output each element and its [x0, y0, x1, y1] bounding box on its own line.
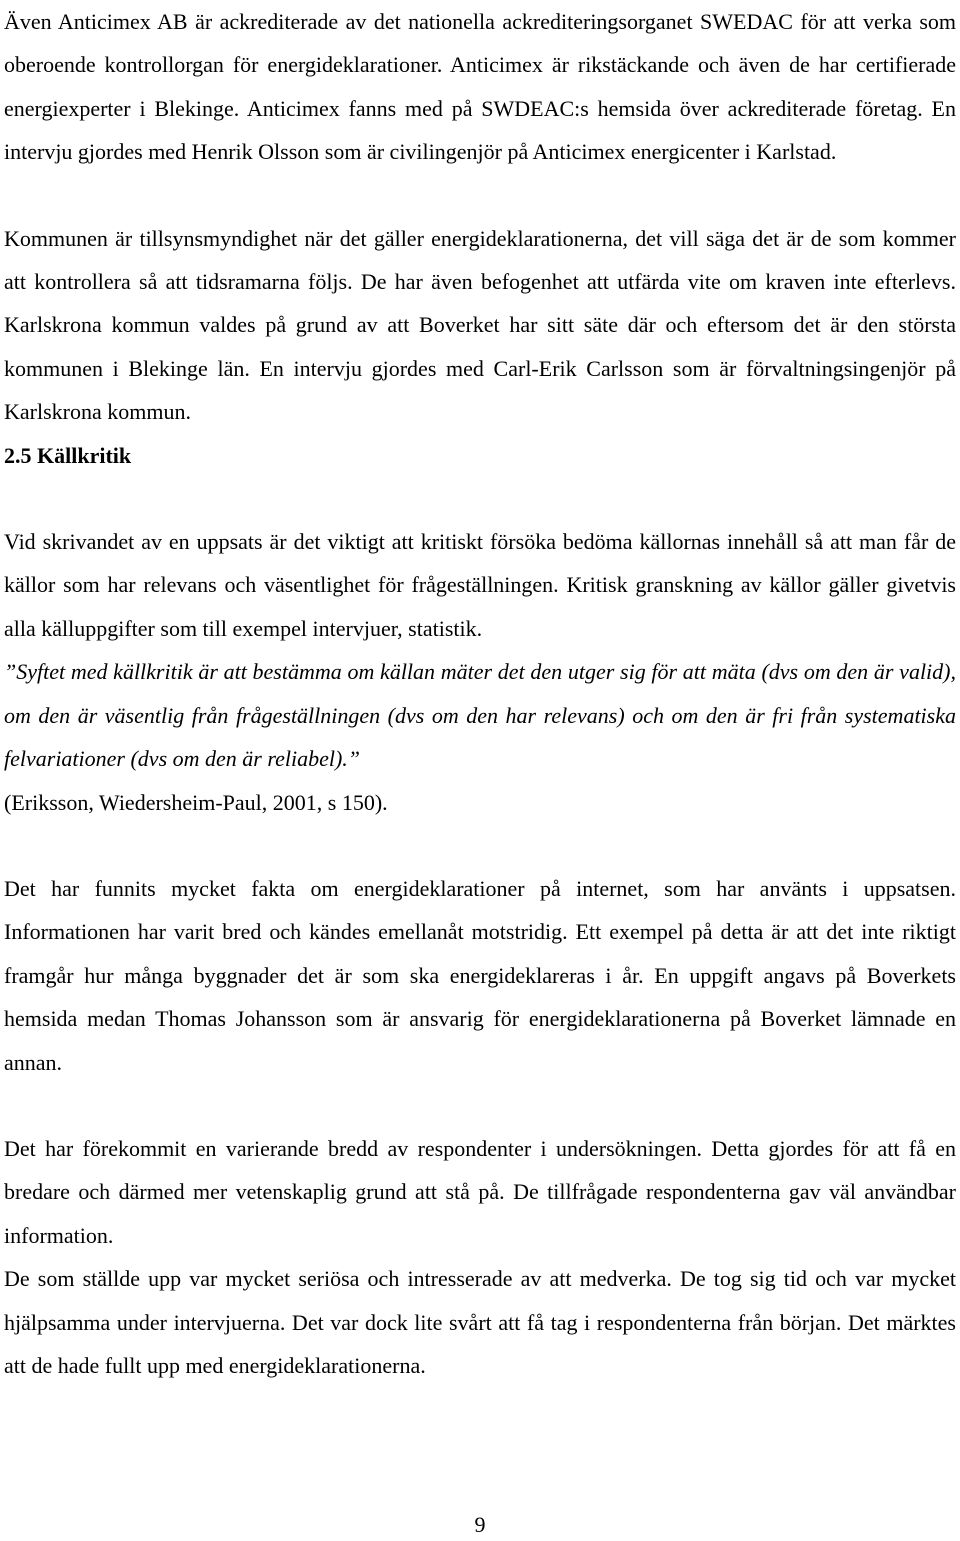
section-heading-kallkritik: 2.5 Källkritik	[4, 442, 132, 468]
paragraph-anticimex: Även Anticimex AB är ackrediterade av det nationella ackrediteringsorganet SWEDAC för att verka som oberoende kontrollorgan för energideklarationer. Anticimex är rikstäckande och även de har certifierade energiexperter i Blekinge. Anticimex fanns med på SWDEAC:s hemsida över ackrediterade företag. En intervju gjordes med Henrik Olsson som är civilingenjör på Anticimex energicenter i Karlstad.	[4, 9, 956, 165]
block-quote: ”Syftet med källkritik är att bestämma om källan mäter det den utger sig för att mäta (dvs om den är valid), om den är väsentlig från frågeställningen (dvs om den har relevans) och om den är fri från systematiska felvariationer (dvs om den är reliabel).”	[4, 659, 956, 772]
paragraph-kommunen: Kommunen är tillsynsmyndighet när det gäller energideklarationerna, det vill säga det är de som kommer att kontrollera så att tidsramarna följs. De har även befogenhet att utfärda vite om kraven inte efterlevs. Karlskrona kommun valdes på grund av att Boverket har sitt säte där och eftersom det är den största kommunen i Blekinge län. En intervju gjordes med Carl-Erik Carlsson som är förvaltningsingenjör på Karlskrona kommun.	[4, 225, 956, 425]
paragraph-respondenter: Det har förekommit en varierande bredd av respondenter i undersökningen. Detta gjordes för att få en bredare och därmed mer vetenskaplig grund att stå på. De tillfrågade respondenterna gav väl användbar information.	[4, 1135, 956, 1248]
document-page	[4, 0, 956, 1387]
paragraph-seriosa: De som ställde upp var mycket seriösa och intresserade av att medverka. De tog sig tid och var mycket hjälpsamma under intervjuerna. Det var dock lite svårt att få tag i respondenterna från början. Det märktes att de hade fullt upp med energideklarationerna.	[4, 1266, 956, 1378]
paragraph-internet-fakta: Det har funnits mycket fakta om energideklarationer på internet, som har använts i uppsatsen. Informationen har varit bred och kändes emellanåt motstridig. Ett exempel på detta är att det inte riktigt framgår hur många byggnader det är som ska energideklareras i år. En uppgift angavs på Boverkets hemsida medan Thomas Johansson som är ansvarig för energideklarationerna på Boverket lämnade en annan.	[4, 875, 956, 1075]
paragraph-kallkritik-intro: Vid skrivandet av en uppsats är det viktigt att kritiskt försöka bedöma källornas innehåll så att man får de källor som har relevans och väsentlighet för frågeställningen. Kritisk granskning av källor gäller givetvis alla källuppgifter som till exempel intervjuer, statistik.	[4, 529, 956, 641]
quote-citation: (Eriksson, Wiedersheim-Paul, 2001, s 150).	[4, 789, 388, 815]
page-number: 9	[474, 1512, 486, 1537]
